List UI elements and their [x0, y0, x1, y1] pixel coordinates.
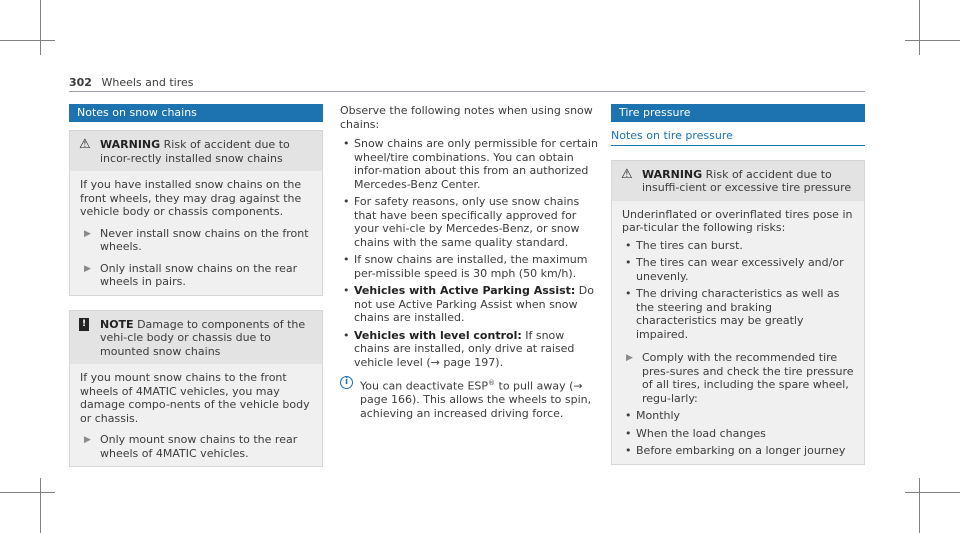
info-icon: i — [340, 376, 353, 389]
warning-triangle-icon: ⚠ — [621, 166, 633, 182]
crop-mark — [40, 0, 41, 55]
list-item: • Before embarking on a longer journey — [622, 444, 854, 458]
list-item: • The tires can wear excessively and/or unevenly. — [622, 256, 854, 283]
action-step: ▶ Only mount snow chains to the rear wheels of 4MATIC vehicles. — [84, 433, 298, 460]
list-item: • Snow chains are only permissible for certain wheel/tire combinations. You can obtain infor-mation about this from an authorized Mercedes-Benz Center. — [340, 137, 598, 191]
left-column — [69, 104, 323, 467]
list-item: • For safety reasons, only use snow chains that have been specifically approved for your vehi-cle by Mercedes-Benz, or snow chains with the same quality standard. — [340, 195, 598, 249]
warning-header — [612, 161, 864, 201]
section-title: Tire pressure — [611, 104, 865, 122]
warning-label: WARNING — [100, 138, 161, 151]
subsection-title: Notes on tire pressure — [611, 129, 865, 146]
right-column — [611, 104, 865, 465]
crop-mark — [919, 0, 920, 55]
crop-mark — [905, 40, 960, 41]
list-item: • Vehicles with level control: If snow chains are installed, only drive at raised vehicle level (→ page 197). — [340, 329, 598, 370]
note-label: NOTE — [100, 317, 134, 331]
arrow-icon: ▶ — [626, 353, 633, 363]
warning-triangle-icon: ⚠ — [79, 137, 91, 152]
info-note: i You can deactivate ESP® to pull away (→ page 166). This allows the wheels to spin, achieving an increased driving force. — [340, 377, 598, 420]
intro-text: Observe the following notes when using snow chains: — [340, 104, 593, 131]
note-header — [70, 311, 322, 365]
arrow-icon: ▶ — [84, 435, 91, 445]
warning-header — [70, 131, 322, 171]
list-item: • If snow chains are installed, the maximum per-missible speed is 30 mph (50 km/h). — [340, 253, 598, 280]
crop-mark — [40, 478, 41, 533]
warning-body: If you have installed snow chains on the front wheels, they may drag against the vehicle body or chassis components. — [80, 178, 302, 218]
note-body: If you mount snow chains to the front wheels of 4MATIC vehicles, you may damage compo-nents of the vehicle body or chassis. — [80, 371, 310, 425]
list-item: • Vehicles with Active Parking Assist: Do not use Active Parking Assist when snow chains are installed. — [340, 284, 598, 325]
warning-label: WARNING — [642, 167, 703, 181]
action-step: ▶ Never install snow chains on the front wheels. — [84, 226, 309, 253]
page-header — [69, 76, 193, 89]
list-item: • The driving characteristics as well as the steering and braking characteristics may be greatly impaired. — [622, 287, 854, 341]
crop-mark — [905, 492, 960, 493]
crop-mark — [919, 478, 920, 533]
warning-box — [611, 160, 865, 465]
note-text: Damage to components of the vehi-cle body or chassis due to mounted snow chains — [100, 317, 306, 358]
middle-column — [340, 104, 598, 420]
list-item: • The tires can burst. — [622, 239, 854, 253]
crop-mark — [0, 40, 55, 41]
header-divider — [69, 91, 865, 92]
chapter-title: Wheels and tires — [101, 76, 194, 89]
note-box — [69, 310, 323, 468]
action-step: ▶ Only install snow chains on the rear wheels in pairs. — [84, 261, 298, 288]
crop-mark — [0, 492, 55, 493]
arrow-icon: ▶ — [84, 263, 91, 274]
arrow-icon: ▶ — [84, 228, 91, 239]
warning-body: Underinflated or overinflated tires pose in par-ticular the following risks: — [622, 207, 853, 234]
action-step: ▶ Comply with the recommended tire pres-sures and check the tire pressure of all tires, including the spare wheel, regu-larly: — [626, 351, 854, 405]
list-item: • When the load changes — [622, 427, 854, 441]
warning-text: Risk of accident due to incor-rectly installed snow chains — [100, 138, 290, 165]
warning-box — [69, 130, 323, 296]
page-number: 302 — [69, 76, 92, 89]
list-item: • Monthly — [622, 409, 854, 423]
warning-text: Risk of accident due to insuffi-cient or excessive tire pressure — [642, 167, 852, 194]
section-title: Notes on snow chains — [69, 104, 323, 122]
exclamation-icon: ! — [79, 318, 89, 332]
